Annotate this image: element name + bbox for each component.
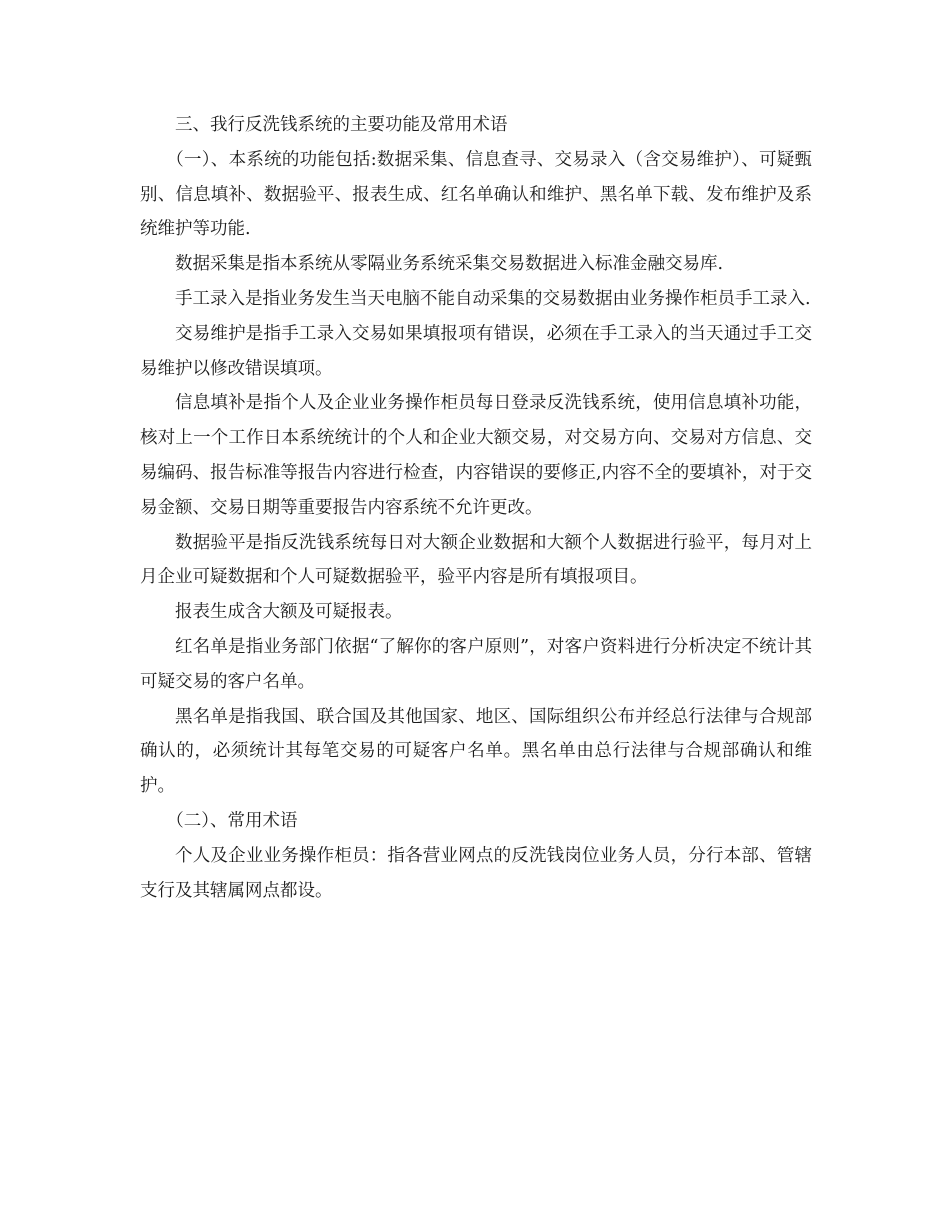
paragraph-manual-entry: 手工录入是指业务发生当天电脑不能自动采集的交易数据由业务操作柜员手工录入.: [175, 288, 811, 309]
document-page: [140, 108, 812, 908]
paragraph-term-teller: 个人及企业业务操作柜员：指各营业网点的反洗钱岗位业务人员，分行本部、管辖支行及其辖属网点都设。: [140, 845, 812, 901]
paragraph-black-list: 黑名单是指我国、联合国及其他国家、地区、国际组织公布并经总行法律与合规部确认的，必须统计其每笔交易的可疑客户名单。黑名单由总行法律与合规部确认和维护。: [140, 706, 812, 797]
paragraph-data-collection: 数据采集是指本系统从零隔业务系统采集交易数据进入标准金融交易库.: [175, 254, 724, 275]
paragraph-red-list: 红名单是指业务部门依据“了解你的客户原则”，对客户资料进行分析决定不统计其可疑交易的客户名单。: [140, 636, 812, 692]
terms-title: （二）、常用术语: [166, 810, 298, 831]
functions-intro: （一）、本系统的功能包括:数据采集、信息查寻、交易录入（含交易维护）、可疑甄别、信息填补、数据验平、报表生成、红名单确认和维护、黑名单下载、发布维护及系统维护等功能.: [140, 149, 812, 240]
paragraph-data-reconciliation: 数据验平是指反洗钱系统每日对大额企业数据和大额个人数据进行验平，每月对上月企业可疑数据和个人可疑数据验平，验平内容是所有填报项目。: [140, 532, 812, 588]
paragraph-transaction-maintenance: 交易维护是指手工录入交易如果填报项有错误，必须在手工录入的当天通过手工交易维护以修改错误填项。: [140, 323, 812, 379]
paragraph-report-generation: 报表生成含大额及可疑报表。: [175, 602, 403, 623]
paragraph-info-completion: 信息填补是指个人及企业业务操作柜员每日登录反洗钱系统，使用信息填补功能，核对上一个工作日本系统统计的个人和企业大额交易，对交易方向、交易对方信息、交易编码、报告标准等报告内容进行检查，内容错误的要修正,内容不全的要填补，对于交易金额、交易日期等重要报告内容系统不允许更改。: [140, 393, 812, 518]
section-title: 三、我行反洗钱系统的主要功能及常用术语: [175, 115, 508, 135]
